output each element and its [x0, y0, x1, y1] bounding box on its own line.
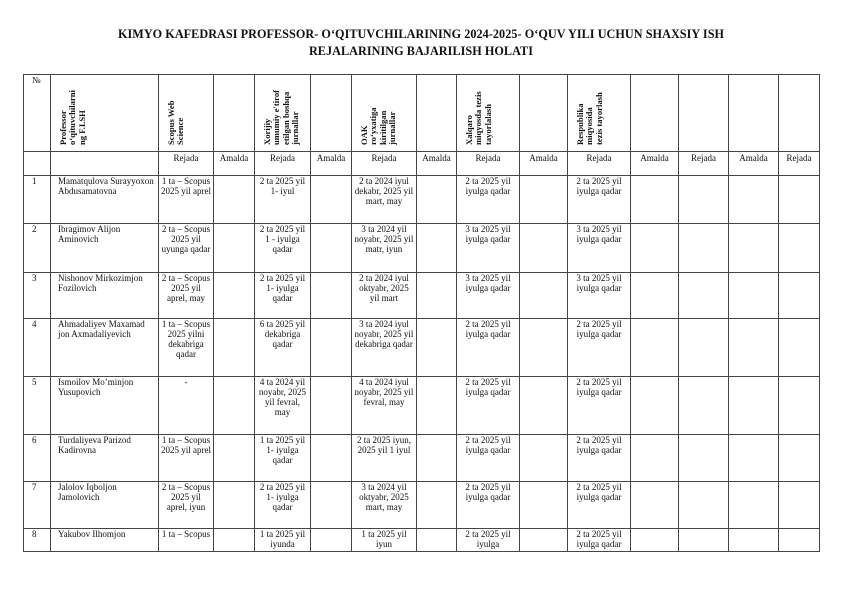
extra-plan: [679, 435, 729, 482]
scopus-plan: 1 ta – Scopus 2025 yil aprel: [159, 435, 214, 482]
respublika-actual: [631, 224, 679, 273]
oak-plan: 3 ta 2024 yil noyabr, 2025 yil matr, iyun: [352, 224, 417, 273]
subheader-amalda: Amalda: [311, 152, 352, 176]
header-professor-label: Professor o‘qituvchilarni ng F.I.SH: [58, 90, 87, 145]
respublika-plan: 2 ta 2025 yil iyulga qadar: [568, 319, 631, 377]
respublika-plan: 2 ta 2025 yil iyulga qadar: [568, 435, 631, 482]
scopus-actual: [214, 529, 255, 552]
scopus-plan: 2 ta – Scopus 2025 yil aprel, may: [159, 273, 214, 319]
extra-actual: [729, 529, 779, 552]
extra-plan: [679, 529, 729, 552]
scopus-actual: [214, 435, 255, 482]
document-title: [0, 26, 842, 60]
extra-actual: [729, 224, 779, 273]
extra-plan-2: [779, 273, 820, 319]
scopus-plan: 1 ta – Scopus: [159, 529, 214, 552]
xorijiy-plan: 2 ta 2025 yil 1- iyulga qadar: [255, 273, 311, 319]
extra-actual: [729, 435, 779, 482]
xorijiy-plan: 4 ta 2024 yil noyabr, 2025 yil fevral, may: [255, 377, 311, 435]
title-line-2: REJALARINING BAJARILISH HOLATI: [308, 44, 534, 58]
respublika-plan: 2 ta 2025 yil iyulga qadar: [568, 529, 631, 552]
xorijiy-actual: [311, 224, 352, 273]
xalqaro-actual: [520, 529, 568, 552]
respublika-plan: 3 ta 2025 yil iyulga qadar: [568, 224, 631, 273]
oak-actual: [417, 176, 457, 224]
header-xorijiy: [255, 75, 311, 152]
header-xalqaro: [457, 75, 520, 152]
xalqaro-plan: 2 ta 2025 yil iyulga: [457, 529, 520, 552]
oak-actual: [417, 377, 457, 435]
header-empty: [631, 75, 679, 152]
xalqaro-actual: [520, 435, 568, 482]
xorijiy-actual: [311, 435, 352, 482]
oak-plan: 2 ta 2024 iyul oktyabr, 2025 yil mart: [352, 273, 417, 319]
work-plan-table: [23, 74, 820, 552]
oak-plan: 3 ta 2024 iyul noyabr, 2025 yil dekabriga qadar: [352, 319, 417, 377]
extra-actual: [729, 176, 779, 224]
scopus-plan: 2 ta – Scopus 2025 yil aprel, iyun: [159, 482, 214, 529]
table-row: [24, 224, 820, 273]
respublika-plan: 3 ta 2025 yil iyulga qadar: [568, 273, 631, 319]
professor-name: Ibragimov Alijon Aminovich: [51, 224, 159, 273]
scopus-actual: [214, 224, 255, 273]
xorijiy-actual: [311, 482, 352, 529]
extra-actual: [729, 482, 779, 529]
xorijiy-actual: [311, 319, 352, 377]
header-respublika: [568, 75, 631, 152]
extra-plan-2: [779, 529, 820, 552]
table-row: [24, 482, 820, 529]
extra-plan: [679, 482, 729, 529]
subheader-amalda: Amalda: [729, 152, 779, 176]
extra-plan: [679, 319, 729, 377]
header-empty: [779, 75, 820, 152]
scopus-actual: [214, 482, 255, 529]
oak-actual: [417, 529, 457, 552]
xalqaro-plan: 2 ta 2025 yil iyulga qadar: [457, 319, 520, 377]
header-row: [24, 75, 820, 152]
header-scopus-label: Scopus Web Science: [166, 100, 186, 145]
row-number: 2: [24, 224, 51, 273]
xalqaro-plan: 2 ta 2025 yil iyulga qadar: [457, 482, 520, 529]
table-row: [24, 176, 820, 224]
xalqaro-actual: [520, 176, 568, 224]
scopus-plan: -: [159, 377, 214, 435]
respublika-plan: 2 ta 2025 yil iyulga qadar: [568, 377, 631, 435]
header-empty: [679, 75, 729, 152]
header-empty: [520, 75, 568, 152]
extra-plan: [679, 176, 729, 224]
row-number: 8: [24, 529, 51, 552]
table-row: [24, 435, 820, 482]
extra-plan-2: [779, 224, 820, 273]
xorijiy-actual: [311, 176, 352, 224]
subheader-empty: [24, 152, 51, 176]
header-number: №: [24, 75, 51, 152]
xalqaro-plan: 2 ta 2025 yil iyulga qadar: [457, 377, 520, 435]
xalqaro-actual: [520, 224, 568, 273]
respublika-plan: 2 ta 2025 yil iyulga qadar: [568, 482, 631, 529]
scopus-plan: 1 ta – Scopus 2025 yilni dekabriga qadar: [159, 319, 214, 377]
xalqaro-plan: 3 ta 2025 yil iyulga qadar: [457, 224, 520, 273]
respublika-actual: [631, 319, 679, 377]
extra-plan-2: [779, 176, 820, 224]
xorijiy-plan: 1 ta 2025 yil 1- iyulga qadar: [255, 435, 311, 482]
row-number: 5: [24, 377, 51, 435]
header-xorijiy-label: Xorijiy umumiy e'tirof etilgan boshqa jurnallar: [262, 90, 301, 145]
header-oak: [352, 75, 417, 152]
xalqaro-actual: [520, 273, 568, 319]
header-empty: [311, 75, 352, 152]
respublika-actual: [631, 482, 679, 529]
xorijiy-plan: 1 ta 2025 yil iyunda: [255, 529, 311, 552]
scopus-plan: 2 ta – Scopus 2025 yil uyunga qadar: [159, 224, 214, 273]
professor-name: Jalolov Iqboljon Jamolovich: [51, 482, 159, 529]
table-row: [24, 273, 820, 319]
xorijiy-actual: [311, 529, 352, 552]
professor-name: Turdaliyeva Parizod Kadirovna: [51, 435, 159, 482]
xalqaro-plan: 2 ta 2025 yil iyulga qadar: [457, 435, 520, 482]
extra-actual: [729, 377, 779, 435]
professor-name: Mamatqulova Surayyoxon Abdusamatovna: [51, 176, 159, 224]
respublika-actual: [631, 529, 679, 552]
table-row: [24, 529, 820, 552]
xalqaro-actual: [520, 482, 568, 529]
extra-plan: [679, 224, 729, 273]
oak-plan: 2 ta 2024 iyul dekabr, 2025 yil mart, may: [352, 176, 417, 224]
scopus-actual: [214, 377, 255, 435]
subheader-amalda: Amalda: [520, 152, 568, 176]
xorijiy-actual: [311, 377, 352, 435]
scopus-actual: [214, 319, 255, 377]
subheader-rejada: Rejada: [679, 152, 729, 176]
professor-name: Yakubov Ilhomjon: [51, 529, 159, 552]
table-row: [24, 319, 820, 377]
subheader-amalda: Amalda: [214, 152, 255, 176]
subheader-row: [24, 152, 820, 176]
xorijiy-plan: 6 ta 2025 yil dekabriga qadar: [255, 319, 311, 377]
respublika-actual: [631, 377, 679, 435]
subheader-empty: [51, 152, 159, 176]
subheader-amalda: Amalda: [417, 152, 457, 176]
professor-name: Nishonov Mirkozimjon Fozilovich: [51, 273, 159, 319]
oak-plan: 2 ta 2025 iyun, 2025 yil 1 iyul: [352, 435, 417, 482]
subheader-rejada: Rejada: [352, 152, 417, 176]
extra-actual: [729, 319, 779, 377]
respublika-actual: [631, 435, 679, 482]
oak-plan: 3 ta 2024 yil oktyabr, 2025 mart, may: [352, 482, 417, 529]
scopus-actual: [214, 273, 255, 319]
oak-actual: [417, 273, 457, 319]
header-respublika-label: Respublika miqyosida tezis tayorlash: [575, 92, 604, 145]
row-number: 1: [24, 176, 51, 224]
row-number: 7: [24, 482, 51, 529]
scopus-plan: 1 ta – Scopus 2025 yil aprel: [159, 176, 214, 224]
extra-plan: [679, 377, 729, 435]
subheader-rejada: Rejada: [457, 152, 520, 176]
extra-actual: [729, 273, 779, 319]
header-empty: [417, 75, 457, 152]
subheader-amalda: Amalda: [631, 152, 679, 176]
respublika-actual: [631, 176, 679, 224]
xorijiy-plan: 2 ta 2025 yil 1- iyulga qadar: [255, 482, 311, 529]
xalqaro-actual: [520, 319, 568, 377]
xalqaro-plan: 2 ta 2025 yil iyulga qadar: [457, 176, 520, 224]
extra-plan-2: [779, 377, 820, 435]
oak-actual: [417, 435, 457, 482]
oak-plan: 4 ta 2024 iyul noyabr, 2025 yil fevral, may: [352, 377, 417, 435]
oak-actual: [417, 224, 457, 273]
header-xalqaro-label: Xalqaro miqyosda tezis tayorlalash: [464, 91, 493, 145]
row-number: 4: [24, 319, 51, 377]
header-empty: [214, 75, 255, 152]
subheader-rejada: Rejada: [159, 152, 214, 176]
header-professor: [51, 75, 159, 152]
extra-plan: [679, 273, 729, 319]
oak-actual: [417, 482, 457, 529]
oak-actual: [417, 319, 457, 377]
table-row: [24, 377, 820, 435]
xorijiy-plan: 2 ta 2025 yil 1- iyul: [255, 176, 311, 224]
extra-plan-2: [779, 435, 820, 482]
oak-plan: 1 ta 2025 yil iyun: [352, 529, 417, 552]
header-empty: [729, 75, 779, 152]
header-oak-label: OAK ro‘yxatiga kiritilgan jurnallar: [359, 107, 398, 145]
row-number: 6: [24, 435, 51, 482]
subheader-rejada: Rejada: [568, 152, 631, 176]
respublika-plan: 2 ta 2025 yil iyulga qadar: [568, 176, 631, 224]
header-scopus: [159, 75, 214, 152]
scopus-actual: [214, 176, 255, 224]
subheader-rejada: Rejada: [255, 152, 311, 176]
professor-name: Ahmadaliyev Maxamad jon Axmadaliyevich: [51, 319, 159, 377]
title-line-1: KIMYO KAFEDRASI PROFESSOR- O‘QITUVCHILARINING 2024-2025- O‘QUV YILI UCHUN SHAXSIY ISH: [117, 27, 725, 41]
xalqaro-actual: [520, 377, 568, 435]
xorijiy-actual: [311, 273, 352, 319]
xorijiy-plan: 2 ta 2025 yil 1 - iyulga qadar: [255, 224, 311, 273]
professor-name: Ismoilov Mo’minjon Yusupovich: [51, 377, 159, 435]
subheader-rejada: Rejada: [779, 152, 820, 176]
extra-plan-2: [779, 482, 820, 529]
row-number: 3: [24, 273, 51, 319]
respublika-actual: [631, 273, 679, 319]
xalqaro-plan: 3 ta 2025 yil iyulga qadar: [457, 273, 520, 319]
extra-plan-2: [779, 319, 820, 377]
